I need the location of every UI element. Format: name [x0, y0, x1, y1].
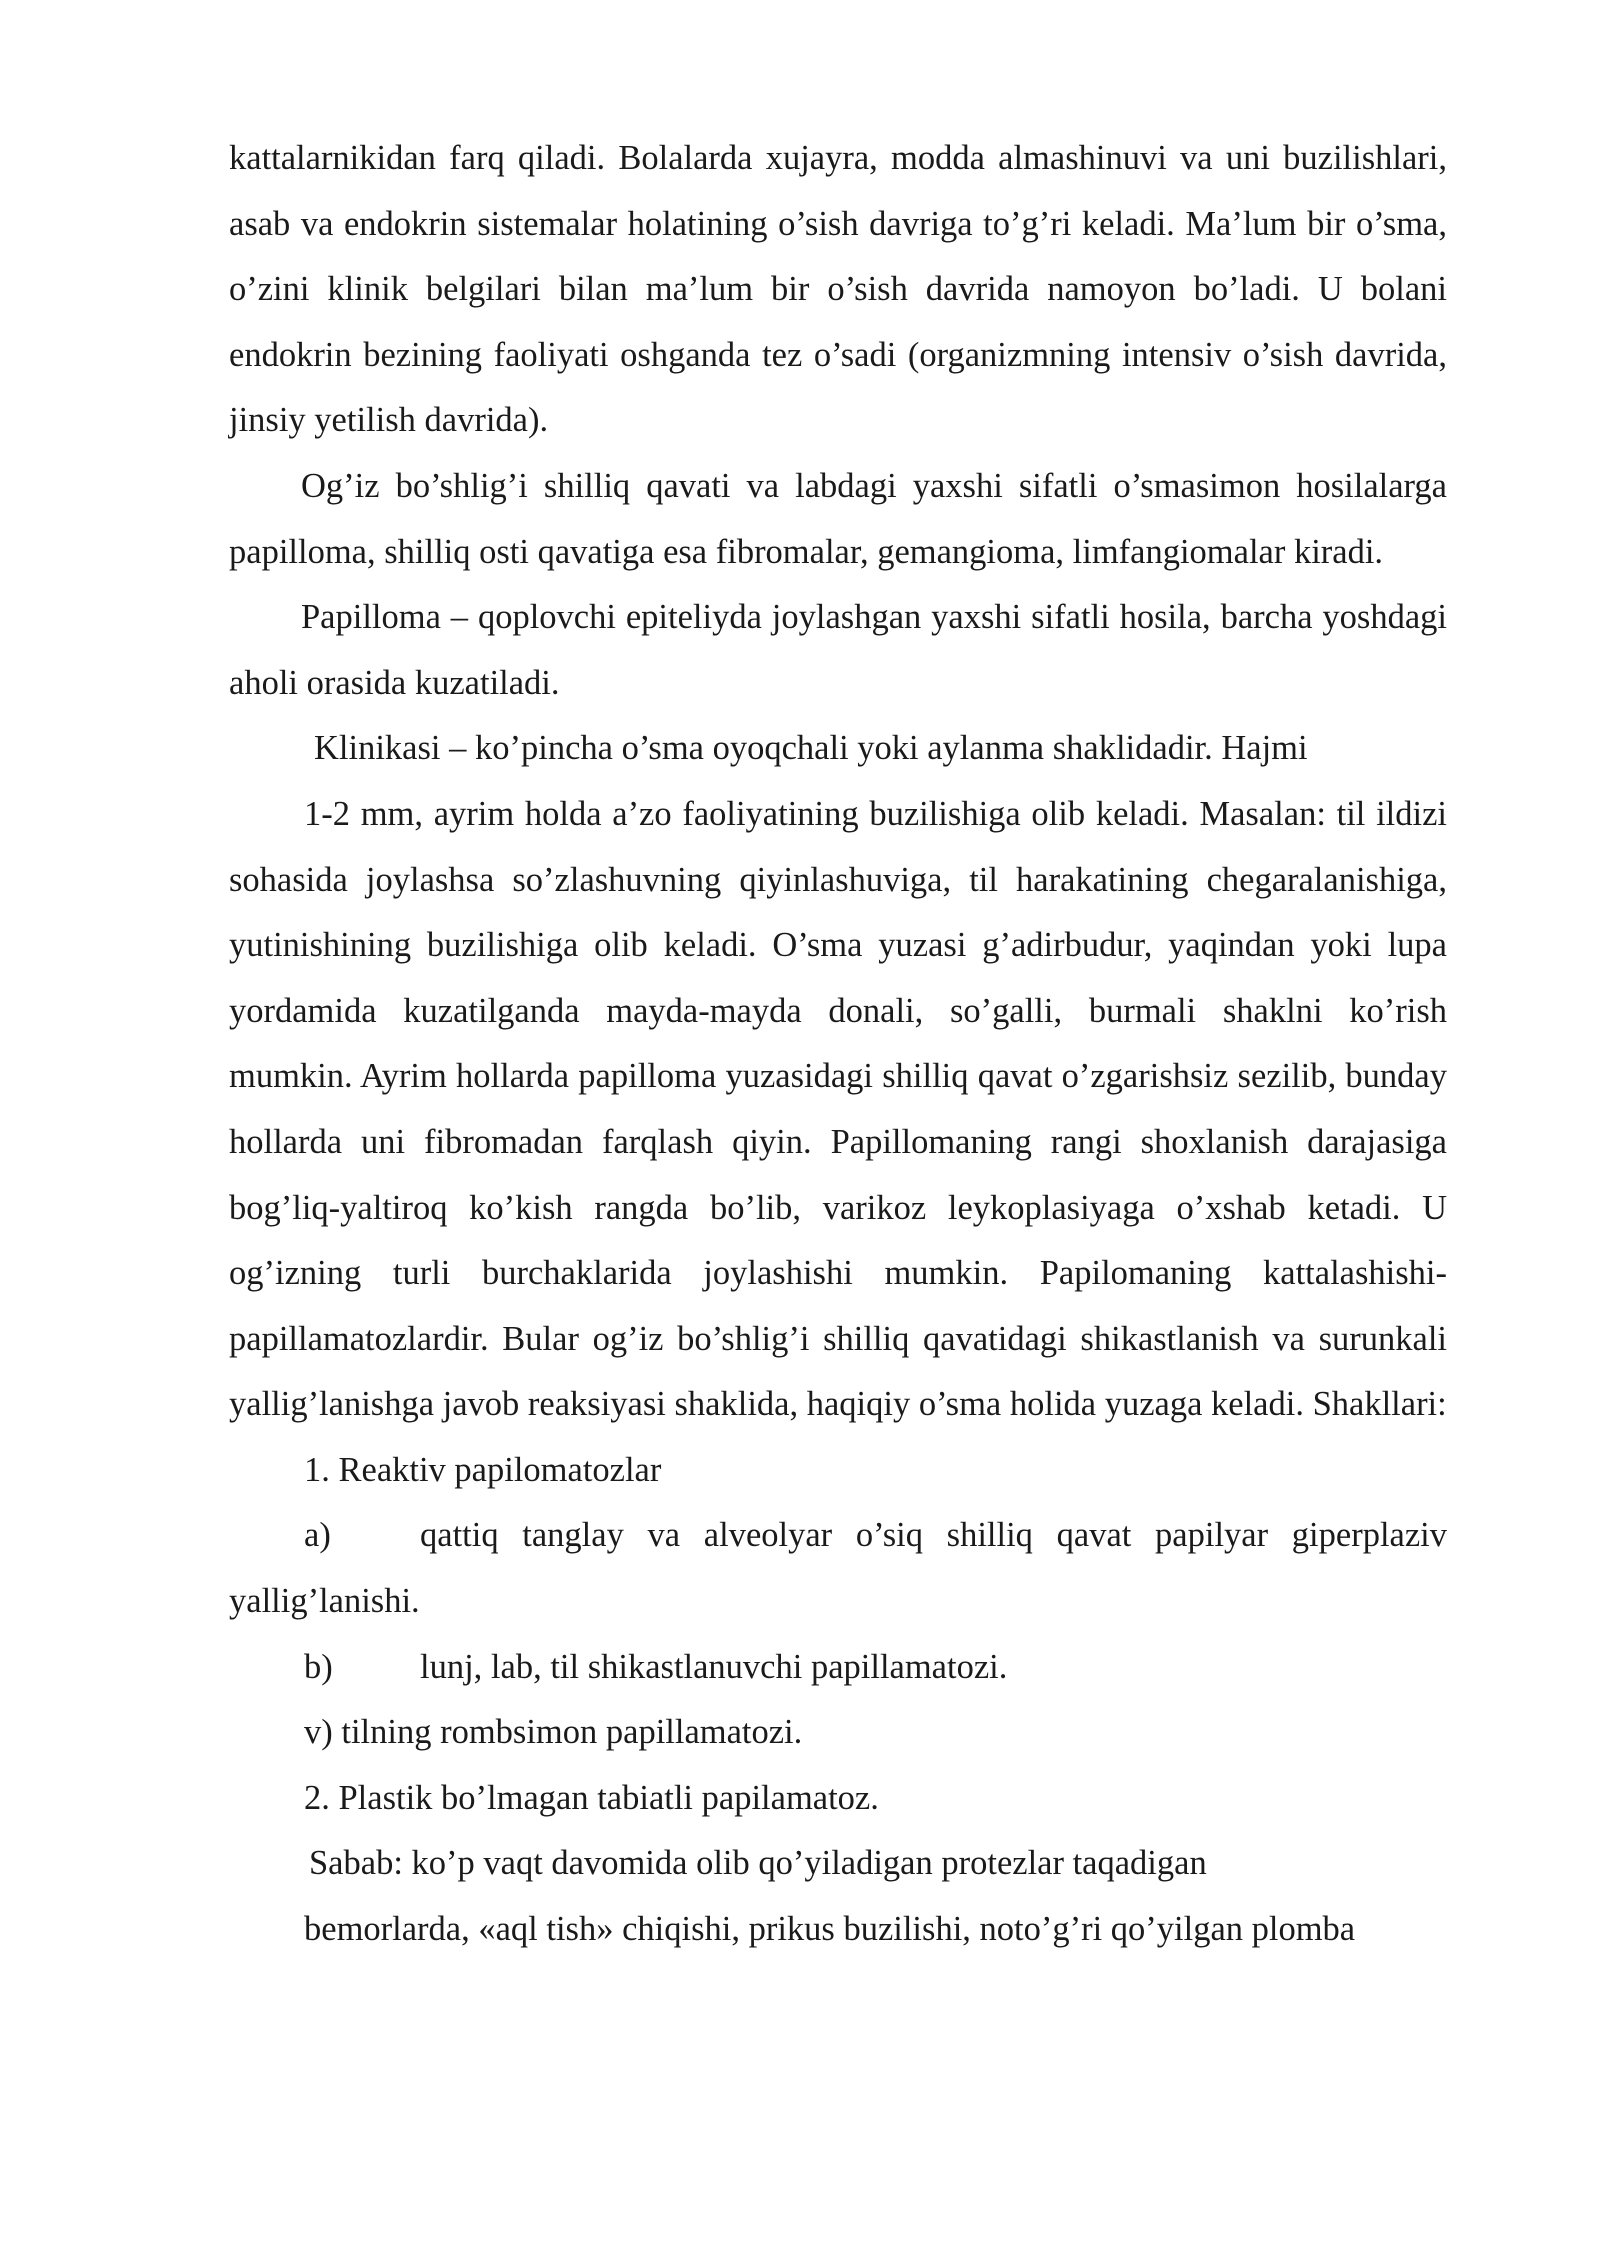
- list-text-a: qattiq tanglay va alveolyar o’siq shilliq qavat papilyar giperplaziv yallig’lanishi.: [229, 1516, 1447, 1621]
- paragraph-clinic-heading: Klinikasi – ko’pincha o’sma oyoqchali yoki aylanma shaklidadir. Hajmi: [314, 729, 1308, 768]
- document-page: [229, 126, 1447, 1963]
- paragraph-cause-line-1: Sabab: ko’p vaqt davomida olib qo’yiladigan protezlar taqadigan: [309, 1844, 1207, 1883]
- paragraph-oral-lesions: Og’iz bo’shlig’i shilliq qavati va labdagi yaxshi sifatli o’smasimon hosilalarga papilloma, shilliq osti qavatiga esa fibromalar, gemangioma, limfangiomalar kiradi.: [229, 466, 1447, 571]
- list-marker-b: b): [304, 1647, 333, 1686]
- list-item-b: [229, 1635, 1447, 1701]
- list-item-plastic: 2. Plastik bo’lmagan tabiatli papilamatoz.: [304, 1778, 879, 1817]
- paragraph-cause-line-2: bemorlarda, «aql tish» chiqishi, prikus buzilishi, noto’g’ri qo’yilgan plomba: [304, 1910, 1356, 1949]
- list-item-v: v) tilning rombsimon papillamatozi.: [304, 1713, 803, 1752]
- paragraph-clinic-body-text: 1-2 mm, ayrim holda a’zo faoliyatining buzilishiga olib keladi. Masalan: til ildizi sohasida joylashsa so’zlashuvning qiyinlashuviga, til harakatining chegaralanishiga, yutinishining buzilishiga olib keladi. O’sma yuzasi g’adirbudur, yaqindan yoki lupa yordamida kuzatilganda mayda-mayda donali, so’galli, burmali shaklni ko’rish mumkin. Ayrim hollarda papilloma yuzasidagi shilliq qavat o’zgarishsiz sezilib, bunday hollarda uni fibromadan farqlash qiyin. Papillomaning rangi shoxlanish darajasiga bog’liq-yaltiroq ko’kish rangda bo’lib, varikoz leykoplasiyaga o’xshab ketadi. U og’izning turli burchaklarida joylashishi mumkin. Papilomaning kattalashishi-papillamatozlardir. Bular og’iz bo’shlig’i shilliq qavatidagi shikastlanish va surunkali yallig’lanishga javob reaksiyasi shaklida, haqiqiy o’sma holida yuzaga keladi. Shakllari:: [229, 794, 1447, 1424]
- paragraph-clinic-body: [229, 782, 1447, 1438]
- list-item-reactive: 1. Reaktiv papilomatozlar: [304, 1450, 662, 1489]
- paragraph-papilloma-definition: Papilloma – qoplovchi epiteliyda joylashgan yaxshi sifatli hosila, barcha yoshdagi aholi orasida kuzatiladi.: [229, 598, 1447, 702]
- list-item-a: [229, 1503, 1447, 1634]
- paragraph-intro: kattalarnikidan farq qiladi. Bolalarda xujayra, modda almashinuvi va uni buzilishlari, asab va endokrin sistemalar holatining o’sish davriga to’g’ri keladi. Ma’lum bir o’sma, o’zini klinik belgilari bilan ma’lum bir o’sish davrida namoyon bo’ladi. U bolani endokrin bezining faoliyati oshganda tez o’sadi (organizmning intensiv o’sish davrida, jinsiy yetilish davrida).: [229, 139, 1447, 440]
- list-marker-a: a): [304, 1516, 331, 1555]
- list-text-b: lunj, lab, til shikastlanuvchi papillamatozi.: [420, 1647, 1008, 1686]
